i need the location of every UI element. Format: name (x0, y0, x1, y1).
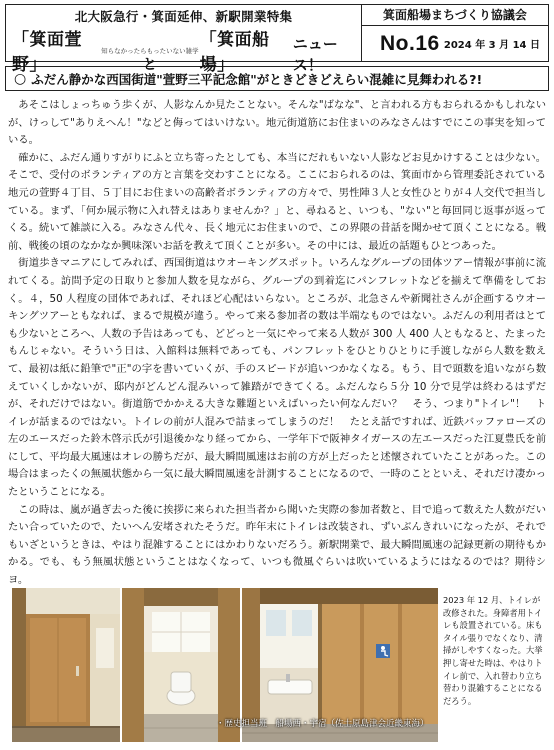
news-label: ニュース！ (292, 35, 338, 74)
masthead-title-block (6, 5, 362, 75)
issue-info (362, 26, 548, 61)
newsletter-title (12, 25, 355, 75)
photo-caption: 2023 年 12 月、トイレが改修された。身障者用トイレも設置されている。床もタイル張りでなくなり、清掃がしやすくなった。大挙押し寄せた時は、やはりトイレ前で、入れ替わり立ち替わり混雑することになるだろう。 (443, 595, 543, 706)
series-title: 北大阪急行・箕面延伸、新駅開業特集 (74, 9, 293, 24)
organization-name: 箕面船場まちづくり協議会 (362, 5, 548, 26)
masthead-issue-block (362, 5, 548, 61)
connector-word: と (142, 57, 157, 73)
issue-number: No.16 (380, 31, 440, 55)
article-paragraph: 確かに、ふだん通りすがりにふと立ち寄ったとしても、本当にだれもいない人影などお見かけすることは少ない。そこで、受付のボランティアの方と言葉を交わすことになる。ここにおられるのは、箕面市から管理委託されている地元の萱野４丁目、５丁目にお住まいの高齢者ボランティアの方々で、男性陣３人と女性ひとりが４人交代で担当している。まず、「何か展示物に入れ替えはありませんか？」と、尋ねると、いつも、"ない"と毎回同じ返事が返ってくる。続いて雑談に入る。みなさん代々、長く地元にお住まいので、この界隈の昔話を聞かせて頂くことになる。戦前、戦後の頃のなかなか興味深いお話を教えて頂くことが多い。その中には、最近の話題もひとつあった。 (8, 151, 546, 252)
issue-date: 2024 年 3 月 14 日 (443, 40, 540, 51)
station-name-semba: 「箕面船場」 (199, 30, 270, 75)
article-body (5, 97, 549, 590)
station-name-kayano: 「箕面萱野」 (12, 30, 82, 75)
article-paragraph: 街道歩きマニアにしてみれば、西国街道はウオーキングスポット。いろんなグループの団体ツアー情報が事前に流れてくる。訪問予定の日取りと参加人数を見ながら、グループの到着迄にパンフレットなどを揃えて準備をしておく。４，50 人程度の団体であれば、それほど心配はいらない。ところが、北急さんや新聞社さんが企画するウオーキングツアーともなれば、まるで規模が違う。やって来る参加者の数は半端なものではない。ふだんの利用者はとても少ないところへ、人数の予告はあっても、どどっと一気にやって来る人数が 300 人 400 人ともなると、たまったもんじゃない。そういう日は、入館料は無料であっても、パンフレットをひとりひとりに手渡しながら人数を数えて、最初は紙に鉛筆で"正"の字を書いていくが、手のスピードが追いつかなくなる。もう、目で頭数を追いながら数えていくしかないが、邸内がどんどん混みいって雑踏ができてくる。ふだんなら５分 10 分で見学は終わるはずだが、それだけではない。街道筋でかかえる大きな難題といえばいったい何なんだい？ そう、つまり"トイレ"！ トイレが話まるのではない。トイレの前が人混みで詰まってしまうのだ！ たとえ話ですれば、近鉄バッファローズの左のエースだった鈴木啓示氏が引退後かなり経ってから、一学年下で阪神タイガースの左エースだった江夏豊氏を前にして、平均最大風速はオレの勝ちだが、最大瞬間風速はお前の方が上だったと述懐されていたことがあった。この場合はまったくの無風状態から一気に最大瞬間風速を計測することになるので、一時のことといえ、それだけ凄かったということになる。 (8, 257, 546, 499)
photo-credit: ・歴史担当班 船場西・宇宿（佐士原島津会近畿東海） (216, 719, 429, 729)
trivia-note: 知らなかったらもったいない雑学 (101, 47, 199, 55)
article-paragraph: あそこはしょっちゅう歩くが、人影なんか見たことない。そんな"ばなな"、と言われる方もおられるかもしれないが、けっして"ありえへん！"などと侮ってはいけない。地元街道筋にお住まいのみなさんはすでにこの事実を知っている。 (8, 99, 546, 147)
headline-bullet: ○ (14, 70, 27, 87)
article-headline (5, 66, 549, 91)
masthead (5, 4, 549, 75)
photo-restroom-door (12, 588, 120, 742)
article-paragraph: この時は、嵐が過ぎ去った後に挨拶に来られた担当者から聞いた実際の参加者数と、目で追って数えた人数がだいたい合っていたので、たいへん安堵されたそうだ。昨年末にトイレは改装され、ずいぶんきれいになったが、それでもいざというときは、やはり混雑することにはかわりないだろう。新駅開業で、最大瞬間風速の記録更新の期待もかかる。でも、もう無風状態ということはなくなって、いつも微風ぐらいは吹いているようにはなるのでは？期待シヨ。 (8, 503, 546, 587)
headline-text: ふだん静かな西国街道"萱野三平記念館"がときどきどえらい混雑に見舞われる?! (31, 71, 483, 87)
